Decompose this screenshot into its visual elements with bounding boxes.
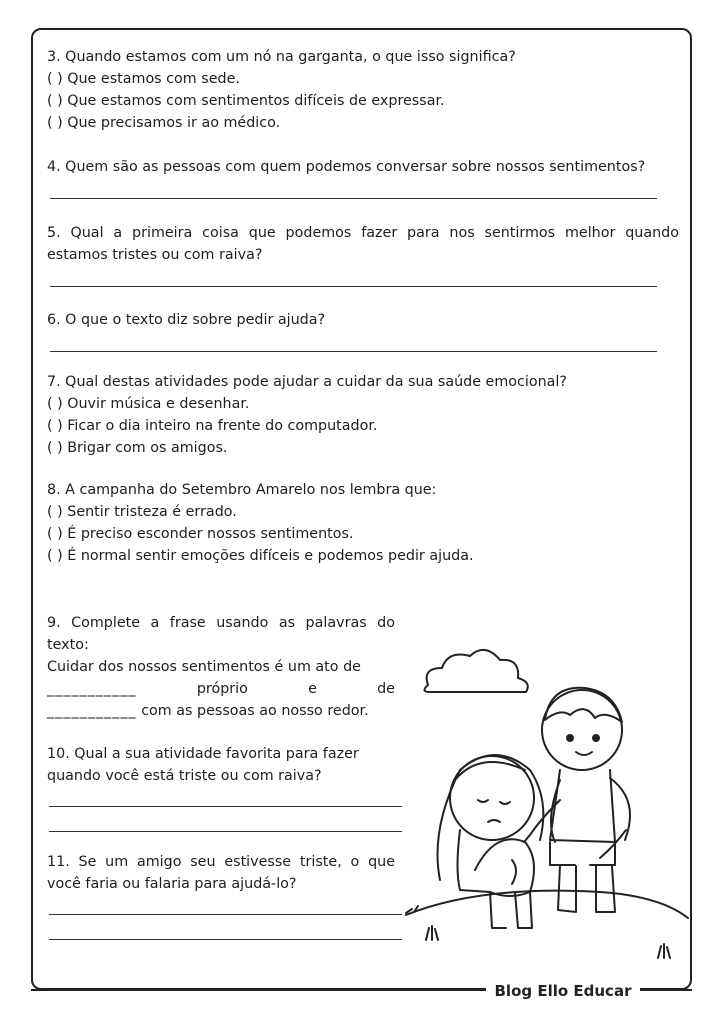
q8-option-3[interactable]: ( ) É normal sentir emoções difíceis e podemos pedir ajuda. (47, 548, 474, 564)
q9-blank-1[interactable]: ___________ (47, 681, 137, 697)
helping-boy (524, 688, 630, 912)
left-column (47, 612, 395, 940)
q3-option-1[interactable]: ( ) Que estamos com sede. (47, 71, 240, 87)
q9-fill-line-1 (47, 678, 395, 700)
question-5: 5. Qual a primeira coisa que podemos fazer para nos sentirmos melhor quando estamos tristes ou com raiva? (47, 225, 679, 263)
q8-option-1[interactable]: ( ) Sentir tristeza é errado. (47, 504, 237, 520)
question-9: 9. Complete a frase usando as palavras do texto: (47, 615, 395, 653)
question-7: 7. Qual destas atividades pode ajudar a cuidar da sua saúde emocional? (47, 374, 567, 390)
q9-word-de: de (377, 681, 395, 697)
grass-icon (426, 926, 438, 940)
q9-fill-line-2 (47, 700, 395, 722)
q7-option-2[interactable]: ( ) Ficar o dia inteiro na frente do computador. (47, 418, 378, 434)
worksheet-content (47, 46, 679, 567)
question-3: 3. Quando estamos com um nó na garganta, o que isso significa? (47, 49, 516, 65)
footer-line-right (640, 989, 692, 991)
footer-brand: Blog Ello Educar (486, 979, 640, 1003)
cloud-icon (424, 650, 527, 692)
q11-answer-line-2[interactable] (49, 939, 402, 940)
q9-sentence-start: Cuidar dos nossos sentimentos é um ato de (47, 659, 361, 675)
q8-option-2[interactable]: ( ) É preciso esconder nossos sentimentos. (47, 526, 354, 542)
q7-option-3[interactable]: ( ) Brigar com os amigos. (47, 440, 228, 456)
question-6: 6. O que o texto diz sobre pedir ajuda? (47, 312, 326, 328)
question-4: 4. Quem são as pessoas com quem podemos conversar sobre nossos sentimentos? (47, 159, 646, 175)
footer-line-left (31, 989, 486, 991)
q9-blank-2[interactable]: ___________ (47, 703, 137, 719)
sad-girl (438, 755, 544, 928)
q3-option-3[interactable]: ( ) Que precisamos ir ao médico. (47, 115, 281, 131)
q9-word-e: e (308, 681, 317, 697)
ground-line (406, 891, 688, 918)
question-10: 10. Qual a sua atividade favorita para fazer quando você está triste ou com raiva? (47, 746, 359, 784)
q7-option-1[interactable]: ( ) Ouvir música e desenhar. (47, 396, 250, 412)
q3-option-2[interactable]: ( ) Que estamos com sentimentos difíceis de expressar. (47, 93, 445, 109)
question-8: 8. A campanha do Setembro Amarelo nos lembra que: (47, 482, 437, 498)
grass-icon-2 (658, 944, 670, 958)
q9-sentence-end: com as pessoas ao nosso redor. (141, 703, 369, 719)
q9-word-proprio: próprio (196, 681, 248, 697)
question-11: 11. Se um amigo seu estivesse triste, o que você faria ou falaria para ajudá-lo? (47, 854, 395, 892)
children-illustration (400, 630, 690, 970)
